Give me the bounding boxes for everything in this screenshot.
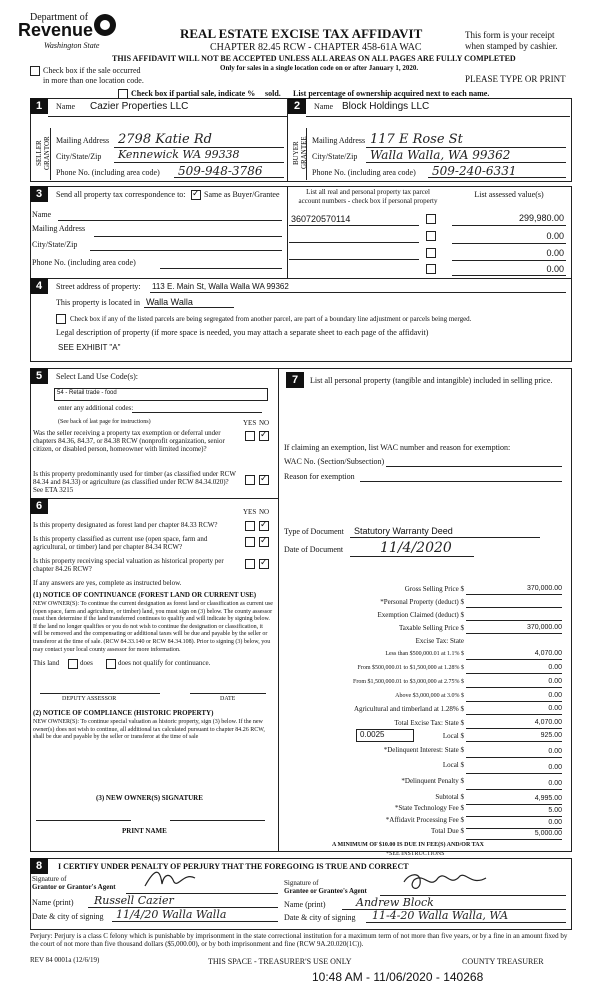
this-land-label: This land	[33, 659, 60, 667]
qualifies-checkbox[interactable]	[68, 659, 78, 669]
grantee-date-city[interactable]: 11-4-20 Walla Walla, WA	[372, 909, 509, 922]
deputy-assessor-label: DEPUTY ASSESSOR	[62, 696, 117, 702]
grantor-date-label: Date & city of signing	[32, 912, 104, 921]
parcel-header-1: List all real and personal property tax parcel	[306, 188, 430, 196]
state-label: Washington State	[44, 41, 100, 50]
section-2-number: 2	[288, 98, 306, 114]
seller-csz-label: City/State/Zip	[56, 152, 102, 161]
grantor-sig-label-1: Signature of	[32, 875, 67, 883]
land-use-label: Select Land Use Code(s):	[56, 372, 138, 381]
dept-label: Department of	[30, 12, 89, 23]
tax-tier-2[interactable]: 0.00	[548, 664, 562, 671]
affidavit-processing-fee[interactable]: 0.00	[548, 819, 562, 826]
doc-type[interactable]: Statutory Warranty Deed	[354, 526, 453, 536]
timber-yes-checkbox[interactable]	[245, 475, 255, 485]
buyer-mail-label: Mailing Address	[312, 136, 366, 145]
q-current-use: Is this property classified as current use (open space, farm and agricultural, or timber) land per chapter 84.34 RCW?	[33, 535, 208, 551]
exemption-label: If claiming an exemption, list WAC number and reason for exemption:	[284, 443, 511, 452]
grantor-date-city[interactable]: 11/4/20 Walla Walla	[116, 908, 227, 921]
continuance-text: NEW OWNER(S): To continue the current designation as forest land or classification as current use (open space, farm and agriculture, or timber) land, you must sign on (3) below. The county assessor must then determine if the land transferred continues to qualify and will indicate by signing below. If the land no longer qualifies or you do not wish to continue the designation or classification, it will be removed and the compensating or additional taxes will be due and payable by the seller or transferor at the time of sale. (RCW 84.33.140 or RCW 84.34.108). Prior to signing (3) below, you may contact your local county assessor for more information.	[33, 601, 273, 653]
total-due[interactable]: 5,000.00	[534, 830, 562, 837]
seller-phone[interactable]: 509-948-3786	[178, 164, 263, 178]
corr-phone-label: Phone No. (including area code)	[32, 258, 136, 267]
calc-label: *Personal Property (deduct) $	[380, 598, 464, 606]
any-yes-note: If any answers are yes, complete as instructed below.	[33, 579, 182, 587]
buyer-name[interactable]: Block Holdings LLC	[342, 101, 430, 112]
grantor-print-name[interactable]: Russell Cazier	[94, 894, 174, 907]
street-address[interactable]: 113 E. Main St, Walla Walla WA 99362	[152, 282, 289, 291]
tax-tier-1[interactable]: 4,070.00	[534, 650, 562, 657]
parcel-number[interactable]: 360720570114	[291, 214, 351, 224]
delinquent-penalty[interactable]: 0.00	[548, 780, 562, 787]
receipt-note-2: when stamped by cashier.	[465, 41, 558, 51]
section-7-number: 7	[286, 372, 304, 388]
multi-location-label-2: in more than one location code.	[43, 76, 144, 85]
historic-no-checkbox[interactable]	[259, 559, 269, 569]
calc-label: Excise Tax: State	[415, 637, 464, 645]
section-8-number: 8	[30, 858, 48, 874]
buyer-csz-label: City/State/Zip	[312, 152, 358, 161]
multi-location-checkbox[interactable]	[30, 66, 40, 76]
buyer-phone-label: Phone No. (including area code)	[312, 168, 416, 177]
buyer-name-label: Name	[314, 102, 334, 111]
form-warning: THIS AFFIDAVIT WILL NOT BE ACCEPTED UNLESS ALL AREAS ON ALL PAGES ARE FULLY COMPLETED	[112, 54, 516, 63]
seller-name-label: Name	[56, 102, 76, 111]
continuance-title: (1) NOTICE OF CONTINUANCE (FOREST LAND OR CURRENT USE)	[33, 591, 257, 599]
assessed-value[interactable]: 299,980.00	[518, 213, 564, 223]
assessed-value[interactable]: 0.00	[546, 264, 564, 274]
partial-sale-label: Check box if partial sale, indicate %	[131, 89, 256, 98]
tax-tier-3[interactable]: 0.00	[548, 678, 562, 685]
calc-label: *Delinquent Interest: State $	[383, 746, 464, 754]
no-header: NO	[259, 508, 270, 516]
yes-header: YES	[243, 419, 257, 427]
see-back-note: (See back of last page for instructions)	[58, 419, 151, 425]
new-owner-signature-title: (3) NEW OWNER(S) SIGNATURE	[96, 794, 203, 802]
grantee-date-label: Date & city of signing	[284, 913, 356, 922]
subtotal[interactable]: 4,995.00	[534, 795, 562, 802]
grantee-sig-label-2: Grantee or Grantee's Agent	[284, 887, 367, 895]
exemption-yes-checkbox[interactable]	[245, 431, 255, 441]
revenue-logo-text: Revenue	[18, 20, 94, 40]
section-6-number: 6	[30, 498, 48, 514]
land-use-value: 54 - Retail trade - food	[57, 390, 117, 396]
grantee-signature[interactable]	[400, 868, 490, 894]
seller-mail[interactable]: 2798 Katie Rd	[118, 132, 212, 147]
print-name-label: PRINT NAME	[122, 827, 167, 835]
section-3-number: 3	[30, 186, 48, 202]
calc-label: *Affidavit Processing Fee $	[385, 816, 464, 824]
same-as-buyer-label: Same as Buyer/Grantee	[204, 190, 280, 199]
calc-label: From $500,000.01 to $1,500,000 at 1.28% $	[357, 665, 464, 671]
exemption-no-checkbox[interactable]	[259, 431, 269, 441]
yes-header: YES	[243, 508, 257, 516]
calc-label: Less than $500,000.01 at 1.1% $	[385, 651, 464, 657]
compliance-text: NEW OWNER(S): To continue special valuation as historic property, sign (3) below. If the new owner(s) does not wish to continue, all additional tax calculated pursuant to chapter 84.26 RCW, shall be due and payable by the seller or transferor at the time of sale	[33, 719, 265, 741]
calc-label: Gross Selling Price $	[404, 585, 464, 593]
form-title: REAL ESTATE EXCISE TAX AFFIDAVIT	[180, 26, 423, 41]
corr-name-label: Name	[32, 210, 52, 219]
taxable-selling-price[interactable]: 370,000.00	[526, 624, 562, 631]
legal-description-label: Legal description of property (if more space is needed, you may attach a separate sheet to each page of the affidavit)	[56, 328, 429, 337]
doc-date[interactable]: 11/4/2020	[380, 540, 452, 556]
personal-property-checkbox[interactable]	[426, 214, 436, 224]
no-header: NO	[259, 419, 270, 427]
timber-no-checkbox[interactable]	[259, 475, 269, 485]
state-technology-fee[interactable]: 5.00	[548, 807, 562, 814]
partial-sold-label: sold.	[265, 89, 281, 98]
calc-label: Total Excise Tax: State $	[394, 719, 464, 727]
grantor-sig-label-2: Grantor or Grantor's Agent	[32, 883, 116, 891]
calc-label: Local $	[442, 732, 464, 740]
total-state-tax[interactable]: 4,070.00	[534, 719, 562, 726]
section-5-number: 5	[30, 368, 48, 384]
calc-label: Agricultural and timberland at 1.28% $	[353, 705, 464, 713]
see-instructions-note: *SEE INSTRUCTIONS	[386, 851, 445, 857]
corr-csz-label: City/State/Zip	[32, 240, 78, 249]
historic-yes-checkbox[interactable]	[245, 559, 255, 569]
seller-phone-label: Phone No. (including area code)	[56, 168, 160, 177]
grantor-name-label: Name (print)	[32, 898, 74, 907]
q-historic: Is this property receiving special valuation as historical property per chapter 84.26 RCW?	[33, 557, 224, 573]
treasurer-stamp: 10:48 AM - 11/06/2020 - 140268	[312, 970, 484, 984]
minimum-due-note: A MINIMUM OF $10.00 IS DUE IN FEE(S) AND/OR TAX	[332, 842, 484, 848]
personal-property-checkbox[interactable]	[426, 231, 436, 241]
county-treasurer-label: COUNTY TREASURER	[462, 957, 544, 966]
personal-property-label: List all personal property (tangible and intangible) included in selling price.	[310, 376, 553, 385]
parcel-header-2: account numbers - check box if personal property	[298, 197, 438, 205]
treasurer-use-label: THIS SPACE - TREASURER'S USE ONLY	[208, 957, 352, 966]
corr-mail-label: Mailing Address	[32, 224, 86, 233]
forest-yes-checkbox[interactable]	[245, 521, 255, 531]
calc-label: Local $	[442, 761, 464, 769]
assessed-value[interactable]: 0.00	[546, 231, 564, 241]
calc-label: *State Technology Fee $	[394, 804, 464, 812]
does-label: does	[80, 659, 93, 667]
only-for-note: Only for sales in a single location code on or after January 1, 2020.	[220, 64, 419, 72]
form-chapter: CHAPTER 82.45 RCW - CHAPTER 458-61A WAC	[210, 42, 422, 53]
buyer-mail[interactable]: 117 E Rose St	[370, 132, 463, 147]
gross-selling-price[interactable]: 370,000.00	[526, 585, 562, 592]
assessed-value-header: List assessed value(s)	[474, 190, 544, 199]
multi-location-label-1: Check box if the sale occurred	[43, 66, 141, 75]
calc-label: Above $3,000,000 at 3.0% $	[395, 693, 464, 699]
seller-csz[interactable]: Kennewick WA 99338	[118, 148, 240, 161]
street-label: Street address of property:	[56, 282, 141, 291]
doc-date-label: Date of Document	[284, 545, 344, 554]
seller-name[interactable]: Cazier Properties LLC	[90, 101, 189, 112]
certify-statement: I CERTIFY UNDER PENALTY OF PERJURY THAT THE FOREGOING IS TRUE AND CORRECT	[58, 862, 409, 871]
segregated-checkbox[interactable]	[56, 314, 66, 324]
personal-property-checkbox[interactable]	[426, 264, 436, 274]
q-exemption: Was the seller receiving a property tax exemption or deferral under chapters 84.36, 84.37, or 84.38 RCW (nonprofit organization, senior citizen, or disabled person, homeowner with limited income)?	[33, 429, 225, 453]
delinquent-interest-local[interactable]: 0.00	[548, 764, 562, 771]
local-tax[interactable]: 925.00	[540, 732, 562, 739]
located-label: This property is located in	[56, 298, 140, 307]
assessed-value[interactable]: 0.00	[546, 248, 564, 258]
form-revision: REV 84 0001a (12/6/19)	[30, 956, 100, 964]
section-4-number: 4	[30, 278, 48, 294]
buyer-phone[interactable]: 509-240-6331	[432, 164, 517, 178]
personal-property-checkbox[interactable]	[426, 248, 436, 258]
doc-type-label: Type of Document	[284, 527, 344, 536]
compliance-title: (2) NOTICE OF COMPLIANCE (HISTORIC PROPERTY)	[33, 709, 214, 717]
not-qualifies-checkbox[interactable]	[106, 659, 116, 669]
not-qualify-label: does not qualify for continuance.	[118, 659, 211, 667]
agricultural-tax[interactable]: 0.00	[548, 705, 562, 712]
assessor-date-label: DATE	[220, 696, 236, 702]
calc-label: Taxable Selling Price $	[398, 624, 464, 632]
grantee-sig-label-1: Signature of	[284, 879, 319, 887]
q-forest-land: Is this property designated as forest land per chapter 84.33 RCW?	[33, 521, 218, 529]
buyer-side-label: BUYER GRANTEE	[292, 136, 308, 170]
reason-label: Reason for exemption	[284, 472, 355, 481]
grantee-name-label: Name (print)	[284, 900, 326, 909]
forest-no-checkbox[interactable]	[259, 521, 269, 531]
current-use-yes-checkbox[interactable]	[245, 537, 255, 547]
calc-label: *Delinquent Penalty $	[401, 777, 464, 785]
grantee-print-name[interactable]: Andrew Block	[356, 896, 434, 909]
legal-description[interactable]: SEE EXHIBIT "A"	[58, 343, 121, 352]
current-use-no-checkbox[interactable]	[259, 537, 269, 547]
q-timber: Is this property predominantly used for timber (as classified under RCW 84.34 and 84.33) or agriculture (as classified under RCW 84.34.020)? See ETA 3215	[33, 470, 236, 494]
tax-tier-4[interactable]: 0.00	[548, 692, 562, 699]
section-1-number: 1	[30, 98, 48, 114]
calc-label: Subtotal $	[435, 793, 464, 801]
perjury-notice: Perjury: Perjury is a class C felony which is punishable by imprisonment in the state correctional institution for a maximum term of not more than five years, or by a fine in an amount fixed by the court of not more than five thousand dollars ($5,000.00), or by both imprisonment and fine (RCW 9A.20.020(1C)).	[30, 932, 568, 948]
ownership-pct-note: List percentage of ownership acquired next to each name.	[293, 89, 490, 98]
calc-label: Exemption Claimed (deduct) $	[377, 611, 464, 619]
seller-mail-label: Mailing Address	[56, 136, 110, 145]
seller-side-label: SELLER GRANTOR	[35, 136, 51, 170]
receipt-note-1: This form is your receipt	[465, 30, 555, 40]
correspondence-label: Send all property tax correspondence to:	[56, 190, 186, 199]
grantor-signature[interactable]	[140, 866, 200, 892]
local-rate: 0.0025	[360, 730, 385, 739]
buyer-csz[interactable]: Walla Walla, WA 99362	[370, 148, 511, 162]
delinquent-interest-state[interactable]: 0.00	[548, 748, 562, 755]
property-location[interactable]: Walla Walla	[146, 297, 193, 307]
segregated-label: Check box if any of the listed parcels are being segregated from another parcel, are part of a boundary line adjustment or parcels being merged.	[70, 315, 472, 323]
type-or-print: PLEASE TYPE OR PRINT	[465, 74, 566, 84]
additional-codes-label: enter any additional codes:	[58, 404, 134, 412]
same-as-buyer-checkbox[interactable]	[191, 190, 201, 200]
calc-label: From $1,500,000.01 to $3,000,000 at 2.75% $	[353, 679, 464, 685]
wac-label: WAC No. (Section/Subsection)	[284, 457, 385, 466]
calc-label: Total Due $	[431, 827, 464, 835]
